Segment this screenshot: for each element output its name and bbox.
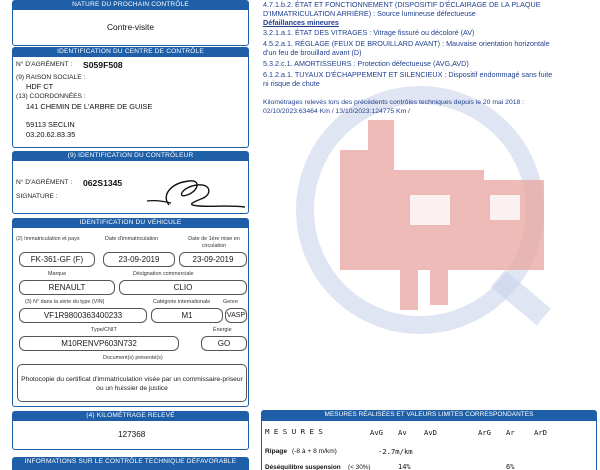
- defect-line-7: 6.1.2.a.1. TUYAUX D'ÉCHAPPEMENT ET SILENCIEUX : Dispositif endommagé sans fuite: [263, 70, 553, 79]
- measures-col-title: M E S U R E S: [265, 427, 323, 436]
- company-value: HDF CT: [26, 82, 54, 91]
- genre-label: Genre: [223, 299, 238, 305]
- reg-label: (2) Immatriculation et pays: [16, 236, 80, 242]
- date-reg-label: Date d'immatriculation: [105, 236, 159, 242]
- commercial-value: CLIO: [119, 280, 247, 295]
- type-value: M10RENVP603N732: [19, 336, 179, 351]
- susp-value-front: 14%: [398, 463, 411, 470]
- mileage-value: 127368: [118, 430, 146, 439]
- address-line2: 59113 SECLIN: [26, 120, 75, 129]
- docs-label: Document(s) présenté(s): [103, 355, 163, 361]
- susp-limits: (< 30%): [348, 464, 371, 470]
- col-av: Av: [398, 428, 407, 437]
- bottom-info-header: INFORMATIONS SUR LE CONTRÔLE TECHNIQUE DÉFAVORABLE: [12, 457, 249, 470]
- next-visit-value: Contre-visite: [106, 22, 154, 32]
- vehicle-header: IDENTIFICATION DU VÉHICULE: [12, 218, 249, 227]
- address-label: (13) COORDONNÉES :: [16, 93, 86, 100]
- susp-value-rear: 6%: [506, 463, 515, 470]
- col-avd: AvD: [424, 428, 437, 437]
- controller-agreement-label: N° D'AGRÉMENT :: [16, 179, 73, 186]
- controller-agreement-value: 062S1345: [83, 178, 123, 188]
- defect-line-1: 4.7.1.b.2. ÉTAT ET FONCTIONNEMENT (DISPOSITIF D'ÉCLAIRAGE DE LA PLAQUE: [263, 0, 541, 9]
- energy-value: GO: [201, 336, 247, 351]
- km-history-line-1: Kilométrages relevés lors des précédents contrôles techniques depuis le 20 mai 2018 :: [263, 99, 525, 106]
- date-reg-value: 23-09-2019: [103, 252, 175, 267]
- defect-line-4: 4.5.2.a.1. RÉGLAGE (FEUX DE BROUILLARD AVANT) : Mauvaise orientation horizontale: [263, 39, 550, 48]
- signature-label: SIGNATURE :: [16, 193, 58, 200]
- ripage-label: Ripage: [265, 448, 287, 455]
- measures-panel: [261, 420, 597, 470]
- measures-header: MESURES RÉALISÉES ET VALEURS LIMITES CORRESPONDANTES: [261, 410, 597, 420]
- cat-value: M1: [151, 308, 223, 323]
- type-label: Type/CNIT: [91, 327, 117, 333]
- defect-line-5: d'un feu de brouillard avant (D): [263, 48, 362, 57]
- center-agreement-label: N° D'AGRÉMENT :: [16, 61, 73, 68]
- col-ard: ArD: [534, 428, 547, 437]
- brand-label: Marque: [48, 271, 67, 277]
- first-circ-value: 23-09-2019: [179, 252, 247, 267]
- company-label: (9) RAISON SOCIALE :: [16, 74, 86, 81]
- col-ar: Ar: [506, 428, 515, 437]
- col-avg: AvG: [370, 428, 383, 437]
- vin-value: VF1R9800363400233: [19, 308, 147, 323]
- defect-line-6: 5.3.2.c.1. AMORTISSEURS : Protection défectueuse (AVG,AVD): [263, 59, 469, 68]
- vehicle-panel: [12, 227, 249, 407]
- energy-label: Énergie: [213, 327, 232, 333]
- brand-value: RENAULT: [19, 280, 115, 295]
- center-agreement-value: S059F508: [83, 60, 123, 70]
- center-header: IDENTIFICATION DU CENTRE DE CONTRÔLE: [12, 47, 249, 56]
- next-visit-panel: [12, 9, 249, 46]
- docs-value: Photocopie du certificat d'immatriculation visée par un commissaire-priseur ou un huissier de justice: [17, 364, 247, 402]
- defect-line-8: ni risque de chute: [263, 79, 320, 88]
- ripage-value: -2.7m/km: [378, 447, 413, 456]
- genre-value: VASP: [225, 308, 247, 323]
- susp-label: Déséquilibre suspension: [265, 464, 341, 470]
- cat-label: Catégorie internationale: [153, 299, 211, 305]
- first-circ-label: Date de 1ère mise en circulation: [188, 236, 240, 249]
- mileage-header: (4) KILOMÉTRAGE RELEVÉ: [12, 411, 249, 420]
- km-history-line-2: 02/10/2023:63464 Km / 13/10/2023:124775 Km /: [263, 108, 411, 115]
- center-panel: [12, 56, 249, 148]
- next-visit-header: NATURE DU PROCHAIN CONTRÔLE: [12, 0, 249, 9]
- signature-image: [141, 165, 249, 213]
- mileage-panel: [12, 420, 249, 450]
- commercial-label: Désignation commerciale: [133, 271, 194, 277]
- ripage-limits: (-8 à + 8 m/km): [292, 448, 337, 455]
- minor-defects-title: Défaillances mineures: [263, 18, 339, 27]
- defect-line-2: D'IMMATRICULATION ARRIÈRE) : Source lumineuse défectueuse: [263, 9, 476, 18]
- address-line1: 141 CHEMIN DE L'ARBRE DE GUISE: [26, 102, 153, 111]
- defect-line-3: 3.2.1.a.1. ÉTAT DES VITRAGES : Vitrage fissuré ou décoloré (AV): [263, 28, 475, 37]
- controller-header: (9) IDENTIFICATION DU CONTRÔLEUR: [12, 151, 249, 160]
- controller-panel: [12, 160, 249, 214]
- reg-value: FK-361-GF (F): [19, 252, 95, 267]
- center-phone: 03.20.62.83.35: [26, 130, 76, 139]
- col-arg: ArG: [478, 428, 491, 437]
- vin-label: (3) N° dans la série du type (VIN): [25, 299, 105, 305]
